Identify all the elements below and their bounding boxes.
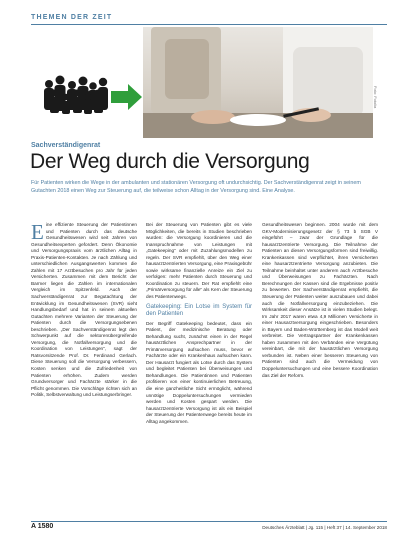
lead-paragraph: Für Patienten wirken die Wege in der ambulanten und stationären Versorgung oft undurchsichtig. Der Sachverständigenrat zeigt in seinem Gutachten 2018 einen Weg zur Steuerung auf, die teilweise schon Alltag in der Versorgung sind. Eine Analyse. [31, 180, 361, 194]
section-label: THEMEN DER ZEIT [31, 14, 113, 21]
kicker: Sachverständigenrat [31, 142, 101, 149]
body-column-3 [262, 222, 378, 518]
page-number: A 1580 [31, 523, 54, 530]
column-2-text-top: Bei der Steuerung von Patienten gibt es viele Möglichkeiten, die bereits in Studien beschrieben wurden: die Versorgung koordinieren und die Inanspruchnahme von Leistungen mit „Gatekeeping“ oder mit Zuzahlungsmodellen zu regeln. Der SVR empfiehlt, über den Weg einer hausarztzentrierten Versorgung, eine Praxisgebühr sowie wirksame finanzielle Anreize ein Ziel zu verfolgen: mehr Patienten durch Steuerung und Koordination zu steuern. Der Rat empfiehlt eine „Primärversorgung für alle“ als Kern der Steuerung des Patientenwegs. [146, 222, 252, 300]
column-2-text-bottom: Der Begriff Gatekeeping bedeutet, dass ein Patient, der medizinische Beratung oder Behandlung sucht, zunächst einen in der Regel hausärztlichen Ansprechpartner in der Primärversorgung aufsuchen muss, bevor er Fachärzte oder ein Krankenhaus aufsuchen kann. Der Hausarzt fungiert als Lotse durch das System und begleitet Patienten bei Überweisungen und Behandlungen. Die Patientinnen und Patienten profitieren von einer kontinuierlichen Betreuung, die eine ganzheitliche Sicht ermöglicht, während unnötige Doppeluntersuchungen vermieden werden und Kosten gespart werden. Die hausarztzentrierte Versorgung ist als ein Beispiel der Steuerung der Patientenwege bereits heute im Alltag angekommen. [146, 320, 252, 424]
crowd-illustration [31, 27, 143, 138]
crowd-silhouettes-icon [31, 27, 143, 138]
top-rule [31, 24, 387, 25]
body-column-1 [31, 222, 137, 518]
column-3-text: Gesundheitswesen beginnen. 2004 wurde mit dem GKV-Modernisierungsgesetz der § 73 b SGB V eingeführt – zwar der Grundlage für die hausarztzentrierte Versorgung. Die Teilnahme der Patienten an diesen Versorgungsformen sind freiwillig. Krankenkassen sind verpflichtet, ihren Versicherten eine hausarztzentrierte Versorgung anzubieten. Die Teilnahme beinhaltet unter anderem auch Arztbesuche und Überweisungen zu Fachärzten. Nach Berechnungen der Kassen sind die Ergebnisse positiv zu bewerten. Der Sachverständigenrat empfiehlt, die Steuerung der Patienten weiter auszubauen und dabei auch die Notfallversorgung einzubeziehen. Die Wirksamkeit dieser Ansätze ist in vielen Studien belegt. Im Jahr 2017 waren etwa 4,9 Millionen Versicherte in einer Hausarztversorgung eingeschrieben. Besonders in Bayern und Baden-Württemberg ist das Modell weit verbreitet. Die Vertragspartner der Krankenkassen haben zusammen mit den Verbänden eine Vergütung vereinbart, die mit der hausärztlichen Versorgung verbunden ist. Neben einer besseren Steuerung von Patienten sind auch die Vermeidung von Doppeluntersuchungen und eine bessere Koordination das Ziel der Reform. [262, 222, 378, 378]
headline: Der Weg durch die Versorgung [30, 150, 310, 173]
journal-footer: Deutsches Ärzteblatt | Jg. 115 | Heft 37 | 14. September 2018 [262, 525, 387, 530]
bottom-rule [31, 521, 387, 522]
drop-cap: E [31, 222, 44, 244]
hero-image [31, 27, 373, 138]
column-1-text: ine effiziente Steuerung der Patientinnen und Patienten durch das deutsche Gesundheitswesen wird seit Jahren von Gesundheitsexperten gefordert. Denn Ökonomie und Versorgungspraxis vom ärztlichen Alltag in Praxis-Patienten-Kontakten. Je nach Zählung und unterschiedlichen Ausgangswerten kommen die Zahlen mit 17 Arztbesuchen pro Jahr für jeden Versicherten. Zusammen mit dem Bericht der Barmer liegen die Zahlen im internationalen Vergleich im Spitzenfeld. Auch der Sachverständigenrat zur Begutachtung der Entwicklung im Gesundheitswesen (SVR) sieht Handlungsbedarf und hat in seinem aktuellen Gutachten mehrere Varianten der Steuerung der Patienten durch die Versorgungsebenen beschrieben. „Der Sachverständigenrat legt den Schwerpunkt auf die sektorenübergreifende Versorgung, die Notfallversorgung und die Koordination von Leistungen“, sagt der Ratsvorsitzende Prof. Dr. Ferdinand Gerlach. Diese Steuerung soll die Versorgung verbessern, Kosten senken und die Zufriedenheit von Patienten erhöhen. Zudem werden Grundversorger und Fachärzte stärker in die Pflicht genommen. Die Vorschläge richten sich an Politik, Selbstverwaltung und Leistungserbringer. [31, 222, 137, 398]
photo-credit: Foto: Fotolia [373, 86, 378, 109]
body-column-2 [146, 222, 252, 518]
doctor-patient-photo-icon [143, 27, 373, 138]
subheading: Gatekeeping: Ein Lotse im System für den Patienten [146, 303, 252, 318]
consultation-photo [143, 27, 373, 138]
